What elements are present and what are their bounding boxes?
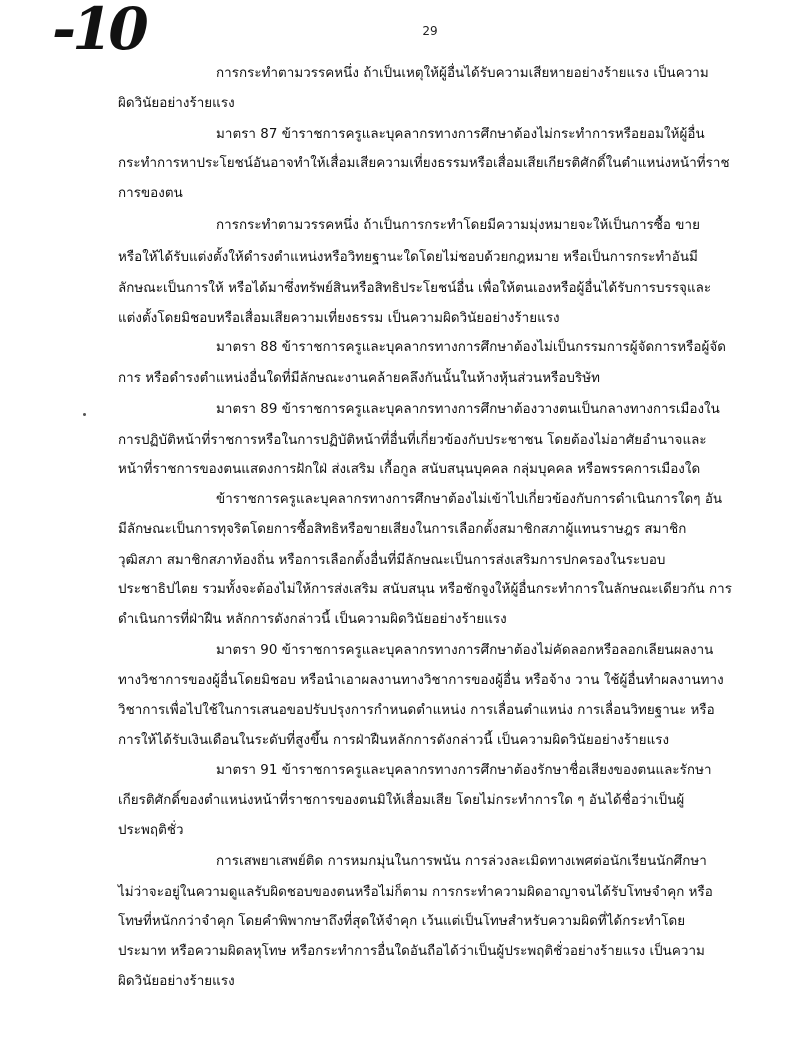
text-line: หรือให้ได้รับแต่งตั้งให้ดำรงตำแหน่งหรือวิทยฐานะใดโดยไม่ชอบด้วยกฎหมาย หรือเป็นการกระทำอันมี: [118, 250, 698, 265]
text-line: มาตรา 91 ข้าราชการครูและบุคลากรทางการศึกษาต้องรักษาชื่อเสียงของตนและรักษา: [216, 763, 712, 778]
text-line: มาตรา 87 ข้าราชการครูและบุคลากรทางการศึกษาต้องไม่กระทำการหรือยอมให้ผู้อื่น: [216, 127, 705, 142]
text-line: ประพฤติชั่ว: [118, 823, 184, 838]
text-line: มาตรา 88 ข้าราชการครูและบุคลากรทางการศึกษาต้องไม่เป็นกรรมการผู้จัดการหรือผู้จัด: [216, 340, 727, 355]
text-line: การกระทำตามวรรคหนึ่ง ถ้าเป็นการกระทำโดยมีความมุ่งหมายจะให้เป็นการซื้อ ขาย: [216, 218, 700, 233]
text-line: ลักษณะเป็นการให้ หรือได้มาซึ่งทรัพย์สินหรือสิทธิประโยชน์อื่น เพื่อให้ตนเองหรือผู้อื่นได้รับการบรรจุและ: [118, 281, 712, 296]
text-line: ไม่ว่าจะอยู่ในความดูแลรับผิดชอบของตนหรือไม่ก็ตาม การกระทำความผิดอาญาจนได้รับโทษจำคุก หรือ: [118, 885, 713, 900]
text-line: โทษที่หนักกว่าจำคุก โดยคำพิพากษาถึงที่สุดให้จำคุก เว้นแต่เป็นโทษสำหรับความผิดที่ได้กระทำโดย: [118, 914, 686, 929]
text-line: ประมาท หรือความผิดลหุโทษ หรือกระทำการอื่นใดอันถือได้ว่าเป็นผู้ประพฤติชั่วอย่างร้ายแรง เป็นความ: [118, 944, 705, 959]
text-line: ข้าราชการครูและบุคลากรทางการศึกษาต้องไม่เข้าไปเกี่ยวข้องกับการดำเนินการใดๆ อัน: [216, 492, 723, 507]
text-line: การให้ได้รับเงินเดือนในระดับที่สูงขึ้น การฝ่าฝืนหลักการดังกล่าวนี้ เป็นความผิดวินัยอย่างร้ายแรง: [118, 733, 670, 748]
text-line: หน้าที่ราชการของตนแสดงการฝักใฝ่ ส่งเสริม เกื้อกูล สนับสนุนบุคคล กลุ่มบุคคล หรือพรรคการเมืองใด: [118, 462, 701, 477]
scan-speck: [83, 413, 86, 416]
page-number: 29: [422, 24, 438, 38]
text-line: การกระทำตามวรรคหนึ่ง ถ้าเป็นเหตุให้ผู้อื่นได้รับความเสียหายอย่างร้ายแรง เป็นความ: [216, 66, 709, 81]
text-line: ผิดวินัยอย่างร้ายแรง: [118, 96, 235, 111]
text-line: เกียรติศักดิ์ของตำแหน่งหน้าที่ราชการของตนมิให้เสื่อมเสีย โดยไม่กระทำการใด ๆ อันได้ชื่อว่าเป็นผู้: [118, 793, 685, 808]
handwritten-page-mark: -10: [52, 0, 145, 63]
text-line: วุฒิสภา สมาชิกสภาท้องถิ่น หรือการเลือกตั้งอื่นที่มีลักษณะเป็นการส่งเสริมการปกครองในระบอบ: [118, 553, 666, 568]
text-line: มีลักษณะเป็นการทุจริตโดยการซื้อสิทธิหรือขายเสียงในการเลือกตั้งสมาชิกสภาผู้แทนราษฎร สมาชิก: [118, 522, 687, 537]
text-line: การเสพยาเสพย์ติด การหมกมุ่นในการพนัน การล่วงละเมิดทางเพศต่อนักเรียนนักศึกษา: [216, 854, 707, 869]
text-line: ผิดวินัยอย่างร้ายแรง: [118, 974, 235, 989]
text-line: การปฏิบัติหน้าที่ราชการหรือในการปฏิบัติหน้าที่อื่นที่เกี่ยวข้องกับประชาชน โดยต้องไม่อาศัยอำนาจและ: [118, 433, 707, 448]
text-line: การของตน: [118, 186, 183, 201]
text-line: มาตรา 89 ข้าราชการครูและบุคลากรทางการศึกษาต้องวางตนเป็นกลางทางการเมืองใน: [216, 402, 720, 417]
text-line: การ หรือดำรงตำแหน่งอื่นใดที่มีลักษณะงานคล้ายคลึงกันนั้นในห้างหุ้นส่วนหรือบริษัท: [118, 371, 600, 386]
text-line: กระทำการหาประโยชน์อันอาจทำให้เสื่อมเสียความเที่ยงธรรมหรือเสื่อมเสียเกียรติศักดิ์ในตำแหน่งหน้าที่ราช: [118, 156, 730, 171]
text-line: วิชาการเพื่อไปใช้ในการเสนอขอปรับปรุงการกำหนดตำแหน่ง การเลื่อนตำแหน่ง การเลื่อนวิทยฐานะ หรือ: [118, 703, 715, 718]
text-line: แต่งตั้งโดยมิชอบหรือเสื่อมเสียความเที่ยงธรรม เป็นความผิดวินัยอย่างร้ายแรง: [118, 311, 560, 326]
text-line: มาตรา 90 ข้าราชการครูและบุคลากรทางการศึกษาต้องไม่คัดลอกหรือลอกเลียนผลงาน: [216, 643, 714, 658]
text-line: ดำเนินการที่ฝ่าฝืน หลักการดังกล่าวนี้ เป็นความผิดวินัยอย่างร้ายแรง: [118, 612, 507, 627]
text-line: ประชาธิปไตย รวมทั้งจะต้องไม่ให้การส่งเสริม สนับสนุน หรือชักจูงให้ผู้อื่นกระทำการในลักษณะเดียวกัน การ: [118, 582, 732, 597]
text-line: ทางวิชาการของผู้อื่นโดยมิชอบ หรือนำเอาผลงานทางวิชาการของผู้อื่น หรือจ้าง วาน ใช้ผู้อื่นทำผลงานทาง: [118, 673, 724, 688]
